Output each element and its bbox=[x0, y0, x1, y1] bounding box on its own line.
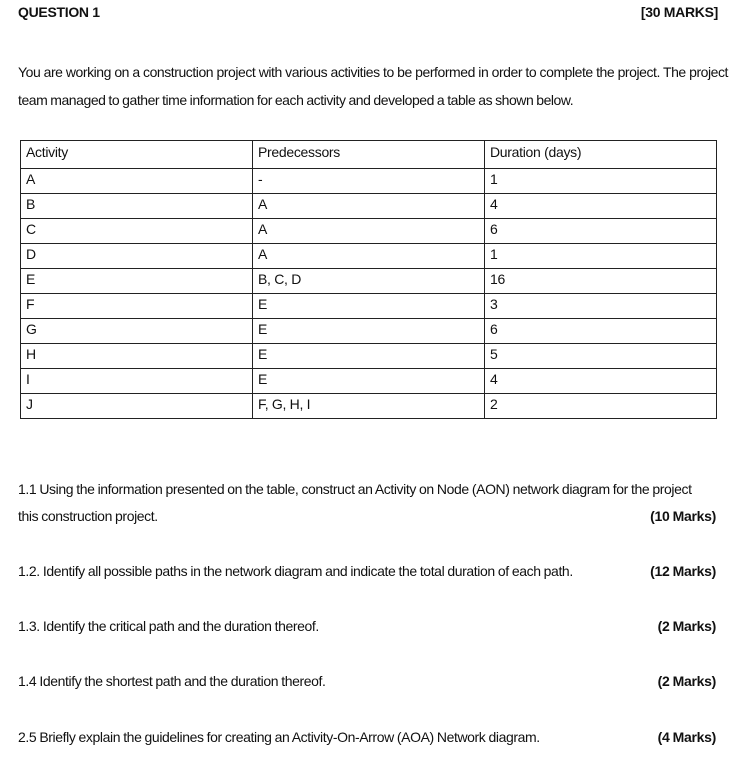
cell-duration: 2 bbox=[485, 394, 717, 419]
intro-paragraph: You are working on a construction project with various activities to be performed in order to complete the project. The project team managed to gather time information for each activity and developed a table as shown below. bbox=[18, 64, 728, 108]
cell-activity: C bbox=[21, 219, 253, 244]
question-1-1-line2: this construction project. bbox=[18, 508, 158, 524]
table-row bbox=[21, 319, 717, 344]
cell-duration: 4 bbox=[485, 194, 717, 219]
cell-duration: 1 bbox=[485, 244, 717, 269]
cell-duration: 1 bbox=[485, 169, 717, 194]
table-row bbox=[21, 294, 717, 319]
cell-duration: 6 bbox=[485, 219, 717, 244]
total-marks: [30 MARKS] bbox=[640, 4, 718, 20]
header-duration: Duration (days) bbox=[485, 141, 717, 169]
question-2-5-text: 2.5 Briefly explain the guidelines for creating an Activity-On-Arrow (AOA) Network diagram. bbox=[18, 729, 540, 745]
cell-activity: J bbox=[21, 394, 253, 419]
cell-duration: 6 bbox=[485, 319, 717, 344]
question-1-1 bbox=[18, 476, 716, 530]
cell-predecessors: E bbox=[253, 369, 485, 394]
cell-activity: A bbox=[21, 169, 253, 194]
question-1-3-marks: (2 Marks) bbox=[657, 618, 716, 634]
question-1-4-text: 1.4 Identify the shortest path and the duration thereof. bbox=[18, 673, 326, 689]
table-row bbox=[21, 219, 717, 244]
cell-predecessors: E bbox=[253, 319, 485, 344]
cell-activity: D bbox=[21, 244, 253, 269]
cell-predecessors: E bbox=[253, 344, 485, 369]
table-row bbox=[21, 394, 717, 419]
header-predecessors: Predecessors bbox=[253, 141, 485, 169]
question-header bbox=[18, 4, 718, 26]
cell-predecessors: - bbox=[253, 169, 485, 194]
cell-activity: H bbox=[21, 344, 253, 369]
question-1-4-marks: (2 Marks) bbox=[657, 673, 716, 689]
question-1-4 bbox=[18, 668, 716, 695]
table-row bbox=[21, 269, 717, 294]
cell-duration: 5 bbox=[485, 344, 717, 369]
cell-predecessors: B, C, D bbox=[253, 269, 485, 294]
cell-activity: E bbox=[21, 269, 253, 294]
table-row bbox=[21, 194, 717, 219]
question-2-5-marks: (4 Marks) bbox=[657, 729, 716, 745]
question-1-1-marks: (10 Marks) bbox=[650, 508, 716, 524]
question-1-3-text: 1.3. Identify the critical path and the duration thereof. bbox=[18, 618, 319, 634]
question-1-2-marks: (12 Marks) bbox=[650, 563, 716, 579]
table-row bbox=[21, 344, 717, 369]
question-2-5 bbox=[18, 724, 716, 751]
cell-activity: G bbox=[21, 319, 253, 344]
header-activity: Activity bbox=[21, 141, 253, 169]
cell-duration: 3 bbox=[485, 294, 717, 319]
table-row bbox=[21, 369, 717, 394]
cell-duration: 16 bbox=[485, 269, 717, 294]
cell-predecessors: A bbox=[253, 244, 485, 269]
question-1-1-line1: 1.1 Using the information presented on the table, construct an Activity on Node (AON) network diagram for the project bbox=[18, 481, 692, 497]
table-row bbox=[21, 169, 717, 194]
question-1-2 bbox=[18, 558, 716, 585]
cell-activity: B bbox=[21, 194, 253, 219]
cell-activity: I bbox=[21, 369, 253, 394]
cell-activity: F bbox=[21, 294, 253, 319]
question-title: QUESTION 1 bbox=[18, 4, 100, 20]
question-1-2-text: 1.2. Identify all possible paths in the network diagram and indicate the total duration of each path. bbox=[18, 563, 573, 579]
cell-duration: 4 bbox=[485, 369, 717, 394]
table-header-row bbox=[21, 141, 717, 169]
activity-table bbox=[20, 140, 717, 419]
table-row bbox=[21, 244, 717, 269]
cell-predecessors: A bbox=[253, 194, 485, 219]
question-1-3 bbox=[18, 613, 716, 640]
cell-predecessors: A bbox=[253, 219, 485, 244]
cell-predecessors: F, G, H, I bbox=[253, 394, 485, 419]
cell-predecessors: E bbox=[253, 294, 485, 319]
